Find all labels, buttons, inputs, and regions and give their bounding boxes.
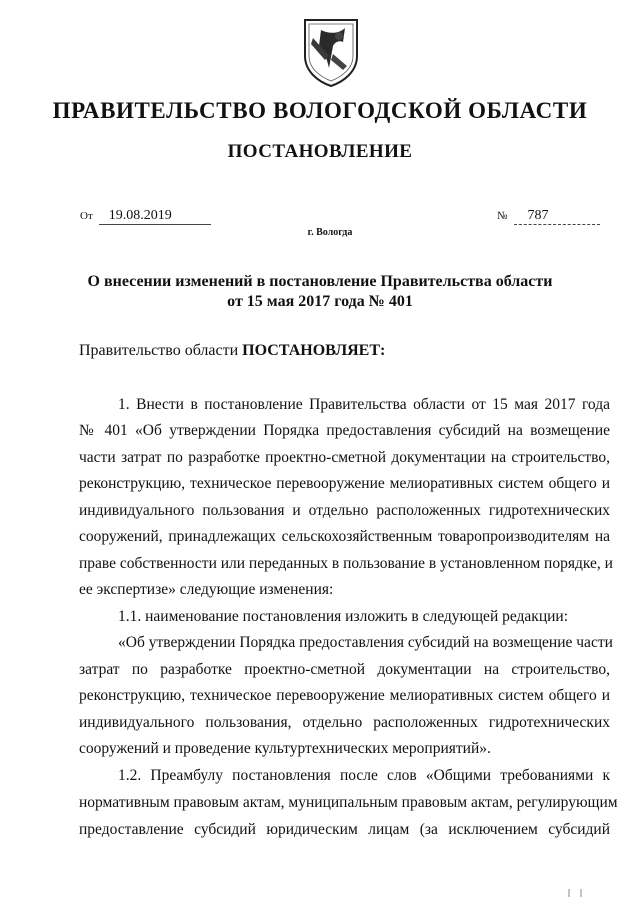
coat-of-arms-icon	[299, 16, 363, 88]
body-line: индивидуального пользования и отдельно расположенных гидротехнических	[79, 502, 610, 519]
body-line: праве собственности или переданных в пользование в установленном порядке, и	[79, 555, 613, 572]
document-subject	[0, 272, 640, 312]
body-line: сооружений и проведение культуртехнических мероприятий».	[79, 740, 491, 757]
body-line: ее экспертизе» следующие изменения:	[79, 581, 334, 598]
date-prefix: От	[80, 210, 93, 222]
intro-text: Правительство области	[79, 342, 243, 359]
document-type: ПОСТАНОВЛЕНИЕ	[227, 141, 413, 162]
body-line: «Об утверждении Порядка предоставления субсидий на возмещение части	[118, 634, 613, 651]
body-line: 1.2. Преамбулу постановления после слов «Общими требованиями к	[118, 767, 610, 784]
number-value: 787	[514, 208, 600, 225]
body-line: 1.1. наименование постановления изложить в следующей редакции:	[118, 608, 569, 625]
intro-paragraph	[79, 342, 385, 360]
body-line: затрат по разработке проектно-сметной документации на строительство,	[79, 661, 610, 678]
scan-marks	[566, 889, 586, 899]
document-date	[80, 208, 211, 225]
subject-line-2: от 15 мая 2017 года № 401	[227, 293, 413, 310]
body-line: сооружений, принадлежащих сельскохозяйственным товаропроизводителям на	[79, 528, 610, 545]
body-line: предоставление субсидий юридическим лицам (за исключением субсидий	[79, 821, 610, 838]
document-number	[497, 208, 600, 225]
number-prefix: №	[497, 210, 508, 222]
body-line: 1. Внести в постановление Правительства области от 15 мая 2017 года	[118, 396, 610, 413]
city-label: г. Вологда	[307, 227, 353, 238]
body-line: реконструкцию, техническое перевооружение мелиоративных систем общего и	[79, 687, 610, 704]
body-line: реконструкцию, техническое перевооружение мелиоративных систем общего и	[79, 475, 610, 492]
date-value: 19.08.2019	[99, 208, 211, 225]
body-line: № 401 «Об утверждении Порядка предоставления субсидий на возмещение	[79, 422, 610, 439]
intro-bold: ПОСТАНОВЛЯЕТ:	[242, 342, 386, 359]
subject-line-1: О внесении изменений в постановление Правительства области	[87, 273, 553, 290]
body-line: индивидуального пользования, отдельно расположенных гидротехнических	[79, 714, 610, 731]
body-line: части затрат по разработке проектно-сметной документации на строительство,	[79, 449, 610, 466]
government-title: ПРАВИТЕЛЬСТВО ВОЛОГОДСКОЙ ОБЛАСТИ	[52, 98, 588, 123]
body-line: нормативным правовым актам, муниципальным правовым актам, регулирующим	[79, 794, 618, 811]
